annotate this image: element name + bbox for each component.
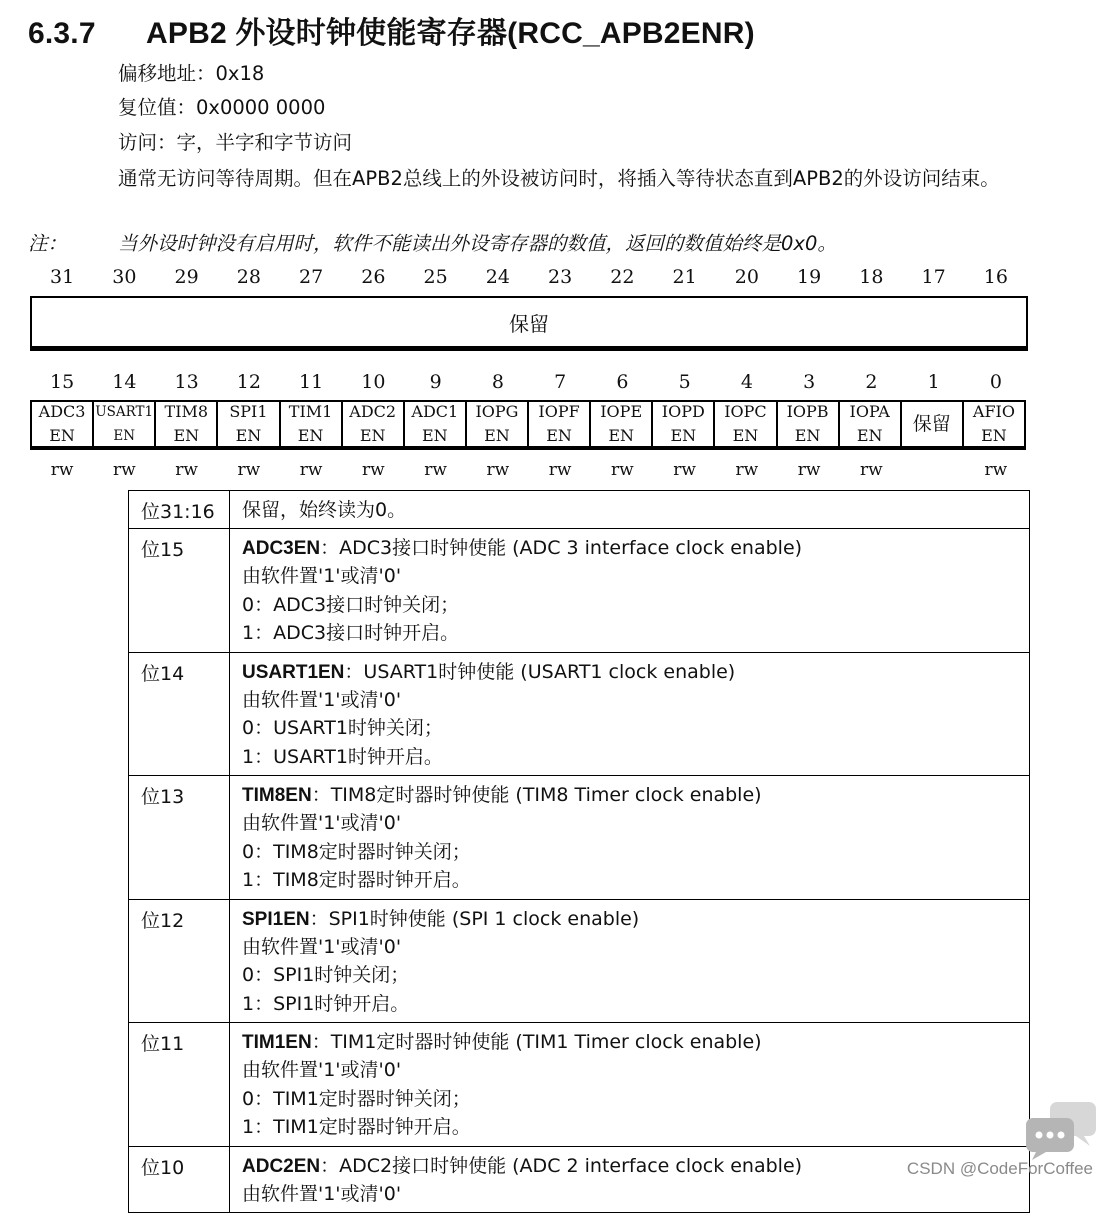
field-title: ADC3EN bbox=[242, 538, 321, 559]
description-line: 由软件置'1'或清'0' bbox=[242, 812, 402, 834]
bit-number: 4 bbox=[740, 371, 753, 393]
field-name: IOPB bbox=[786, 402, 829, 421]
field-name: IOPF bbox=[538, 402, 580, 421]
field-suffix: EN bbox=[670, 426, 697, 445]
bit-range: 位14 bbox=[129, 652, 230, 776]
register-field bbox=[715, 402, 777, 446]
description-line: 由软件置'1'或清'0' bbox=[242, 1059, 402, 1081]
table-row bbox=[129, 1146, 1030, 1213]
field-suffix: EN bbox=[235, 426, 262, 445]
bit-number: 16 bbox=[983, 266, 1008, 288]
field-suffix: EN bbox=[608, 426, 635, 445]
field-title: SPI1EN bbox=[242, 908, 310, 930]
description-line: 1：TIM8定时器时钟开启。 bbox=[242, 869, 471, 891]
field-summary: ：TIM1定时器时钟使能 (TIM1 Timer clock enable) bbox=[311, 1031, 762, 1053]
bit-number: 31 bbox=[50, 266, 75, 288]
bit-number: 23 bbox=[548, 266, 573, 288]
field-suffix: EN bbox=[546, 426, 572, 445]
description-head bbox=[242, 906, 1019, 933]
bit-description bbox=[230, 776, 1030, 900]
access-type: rw bbox=[611, 460, 634, 480]
description-line: 0：SPI1时钟关闭； bbox=[242, 964, 410, 986]
offset-address: 偏移地址：0x18 bbox=[118, 62, 265, 85]
field-name: ADC2 bbox=[349, 402, 397, 421]
bit-number: 12 bbox=[236, 371, 261, 393]
field-suffix: EN bbox=[856, 426, 883, 445]
field-suffix: EN bbox=[484, 426, 510, 445]
table-row bbox=[129, 491, 1030, 529]
access-types bbox=[31, 460, 1027, 480]
register-field bbox=[778, 402, 840, 446]
field-suffix: EN bbox=[359, 426, 386, 445]
description-head bbox=[242, 782, 1019, 809]
field-suffix: EN bbox=[421, 426, 448, 445]
table-row bbox=[129, 899, 1030, 1023]
field-suffix: EN bbox=[981, 426, 1007, 445]
bit-number: 11 bbox=[299, 371, 324, 393]
field-suffix: EN bbox=[49, 426, 75, 445]
description-head bbox=[242, 659, 1019, 686]
register-field bbox=[964, 402, 1026, 446]
field-name: IOPD bbox=[661, 402, 705, 421]
bit-number: 19 bbox=[797, 266, 822, 288]
table-row bbox=[129, 529, 1030, 653]
field-name: 保留 bbox=[912, 413, 951, 435]
field-name: AFIO bbox=[972, 402, 1015, 421]
bit-description bbox=[230, 491, 1030, 529]
bit-description bbox=[230, 899, 1030, 1023]
section-number: 6.3.7 bbox=[28, 17, 96, 50]
bit-range: 位13 bbox=[129, 776, 230, 900]
bit-description bbox=[230, 1023, 1030, 1147]
access-type: rw bbox=[860, 460, 883, 480]
reset-value: 复位值：0x0000 0000 bbox=[118, 96, 326, 119]
description-line: 由软件置'1'或清'0' bbox=[242, 1182, 402, 1205]
field-name: ADC1 bbox=[411, 402, 459, 421]
description-line: 由软件置'1'或清'0' bbox=[242, 688, 402, 711]
access-type bbox=[903, 460, 965, 480]
bit-range: 位12 bbox=[129, 899, 230, 1023]
table-row bbox=[129, 652, 1030, 776]
bit-number: 2 bbox=[865, 371, 878, 393]
access-type: rw bbox=[50, 460, 74, 480]
register-field bbox=[156, 402, 218, 446]
section-title: APB2 外设时钟使能寄存器(RCC_APB2ENR) bbox=[146, 17, 755, 50]
note bbox=[28, 228, 837, 256]
register-field bbox=[467, 402, 529, 446]
watermark: CSDN @CodeForCoffee bbox=[906, 1159, 1093, 1178]
field-suffix: EN bbox=[794, 426, 821, 445]
register-field bbox=[94, 402, 156, 446]
field-summary: ：SPI1时钟使能 (SPI 1 clock enable) bbox=[309, 907, 640, 930]
field-name: SPI1 bbox=[229, 402, 268, 421]
register-field bbox=[902, 402, 964, 446]
access-type: rw bbox=[175, 460, 198, 480]
description-line: 由软件置'1'或清'0' bbox=[242, 565, 402, 587]
description-line: 1：USART1时钟开启。 bbox=[242, 745, 443, 768]
bit-number: 7 bbox=[554, 371, 567, 393]
description-line: 0：ADC3接口时钟关闭； bbox=[242, 593, 460, 616]
register-field bbox=[343, 402, 405, 446]
description-head bbox=[242, 535, 1019, 562]
register-field bbox=[591, 402, 653, 446]
note-text: 当外设时钟没有启用时，软件不能读出外设寄存器的数值，返回的数值始终是0x0。 bbox=[118, 232, 837, 255]
field-title: ADC2EN bbox=[242, 1155, 321, 1177]
register-field bbox=[405, 402, 467, 446]
field-name: TIM1 bbox=[288, 402, 333, 421]
access-type: rw bbox=[486, 460, 510, 480]
section-heading bbox=[28, 8, 755, 52]
register-field bbox=[218, 402, 280, 446]
register-fields bbox=[30, 400, 1026, 450]
description-head bbox=[242, 1153, 1019, 1180]
bit-number: 24 bbox=[485, 266, 510, 288]
field-name: IOPE bbox=[600, 402, 643, 421]
bit-number: 10 bbox=[361, 371, 386, 393]
upper-bit-numbers bbox=[31, 266, 1027, 288]
bit-number: 5 bbox=[678, 371, 691, 393]
field-summary: 保留，始终读为0。 bbox=[242, 499, 407, 521]
bit-number: 20 bbox=[734, 266, 759, 288]
bit-number: 17 bbox=[921, 266, 946, 288]
bit-number: 27 bbox=[299, 266, 324, 288]
bit-number: 30 bbox=[112, 266, 137, 288]
note-label: 注： bbox=[28, 232, 68, 255]
access-type: rw bbox=[673, 460, 696, 480]
bit-number: 14 bbox=[112, 371, 137, 393]
description-line: 1：ADC3接口时钟开启。 bbox=[242, 622, 460, 644]
access-type: rw bbox=[299, 460, 323, 480]
bit-number: 28 bbox=[236, 266, 261, 288]
field-name: IOPC bbox=[724, 402, 767, 421]
field-summary: ：TIM8定时器时钟使能 (TIM8 Timer clock enable) bbox=[311, 784, 762, 806]
field-suffix: EN bbox=[173, 426, 200, 445]
bit-number: 13 bbox=[174, 371, 199, 393]
description-line: 0：TIM8定时器时钟关闭； bbox=[242, 840, 471, 863]
field-suffix: EN bbox=[732, 426, 759, 445]
field-name: ADC3 bbox=[38, 402, 86, 421]
bit-number: 25 bbox=[423, 266, 448, 288]
description-head bbox=[242, 1029, 1019, 1056]
wait-state-info: 通常无访问等待周期。但在APB2总线上的外设被访问时，将插入等待状态直到APB2的外设访问结束。 bbox=[118, 167, 1000, 190]
field-title: TIM8EN bbox=[242, 785, 312, 806]
bit-number: 8 bbox=[491, 371, 504, 393]
bit-description-table bbox=[128, 490, 1030, 1213]
field-suffix: EN bbox=[113, 428, 136, 444]
access-type: rw bbox=[113, 460, 136, 480]
field-title: TIM1EN bbox=[242, 1032, 312, 1053]
description-line: 由软件置'1'或清'0' bbox=[242, 935, 402, 958]
upper-reserved-field: 保留 bbox=[30, 296, 1028, 351]
field-suffix: EN bbox=[297, 426, 324, 445]
register-field bbox=[281, 402, 343, 446]
bit-number: 18 bbox=[859, 266, 884, 288]
description-line: 1：SPI1时钟开启。 bbox=[242, 992, 410, 1015]
description-line: 0：TIM1定时器时钟关闭； bbox=[242, 1087, 471, 1110]
field-name: IOPG bbox=[475, 402, 519, 421]
bit-range: 位10 bbox=[129, 1146, 230, 1213]
access-type: rw bbox=[548, 460, 572, 480]
bit-number: 26 bbox=[361, 266, 386, 288]
register-field bbox=[32, 402, 94, 446]
bit-description bbox=[230, 652, 1030, 776]
register-field bbox=[840, 402, 902, 446]
bit-number: 3 bbox=[803, 371, 816, 393]
access-type: rw bbox=[735, 460, 759, 480]
chat-icon[interactable] bbox=[1024, 1100, 1099, 1160]
bit-number: 29 bbox=[174, 266, 199, 288]
field-summary: ：USART1时钟使能 (USART1 clock enable) bbox=[344, 660, 736, 683]
bit-number: 0 bbox=[989, 371, 1002, 393]
bit-number: 21 bbox=[672, 266, 697, 288]
bit-range: 位31:16 bbox=[129, 491, 230, 529]
field-summary: ：ADC2接口时钟使能 (ADC 2 interface clock enable) bbox=[320, 1154, 803, 1177]
access-type: rw bbox=[797, 460, 821, 480]
register-field bbox=[653, 402, 715, 446]
bit-number: 22 bbox=[610, 266, 635, 288]
bit-range: 位15 bbox=[129, 529, 230, 653]
description-line: 1：TIM1定时器时钟开启。 bbox=[242, 1116, 471, 1138]
register-field bbox=[529, 402, 591, 446]
field-name: IOPA bbox=[849, 402, 890, 421]
bit-description bbox=[230, 529, 1030, 653]
table-row bbox=[129, 1023, 1030, 1147]
field-name: TIM8 bbox=[164, 402, 209, 421]
field-summary: ：ADC3接口时钟使能 (ADC 3 interface clock enable) bbox=[320, 537, 803, 559]
bit-number: 9 bbox=[429, 371, 442, 393]
description-head bbox=[242, 497, 1019, 523]
table-row bbox=[129, 776, 1030, 900]
access-type: rw bbox=[237, 460, 261, 480]
access-type: rw bbox=[424, 460, 447, 480]
bit-number: 15 bbox=[50, 371, 75, 393]
access-info: 访问：字，半字和字节访问 bbox=[118, 131, 353, 154]
bit-number: 6 bbox=[616, 371, 629, 393]
bit-range: 位11 bbox=[129, 1023, 230, 1147]
lower-bit-numbers bbox=[31, 371, 1027, 393]
access-type: rw bbox=[362, 460, 385, 480]
bit-description bbox=[230, 1146, 1030, 1213]
bit-number: 1 bbox=[927, 371, 940, 393]
field-title: USART1EN bbox=[242, 661, 345, 683]
description-line: 0：USART1时钟关闭； bbox=[242, 717, 443, 739]
access-type: rw bbox=[984, 460, 1008, 480]
field-name: USART1 bbox=[95, 404, 154, 420]
